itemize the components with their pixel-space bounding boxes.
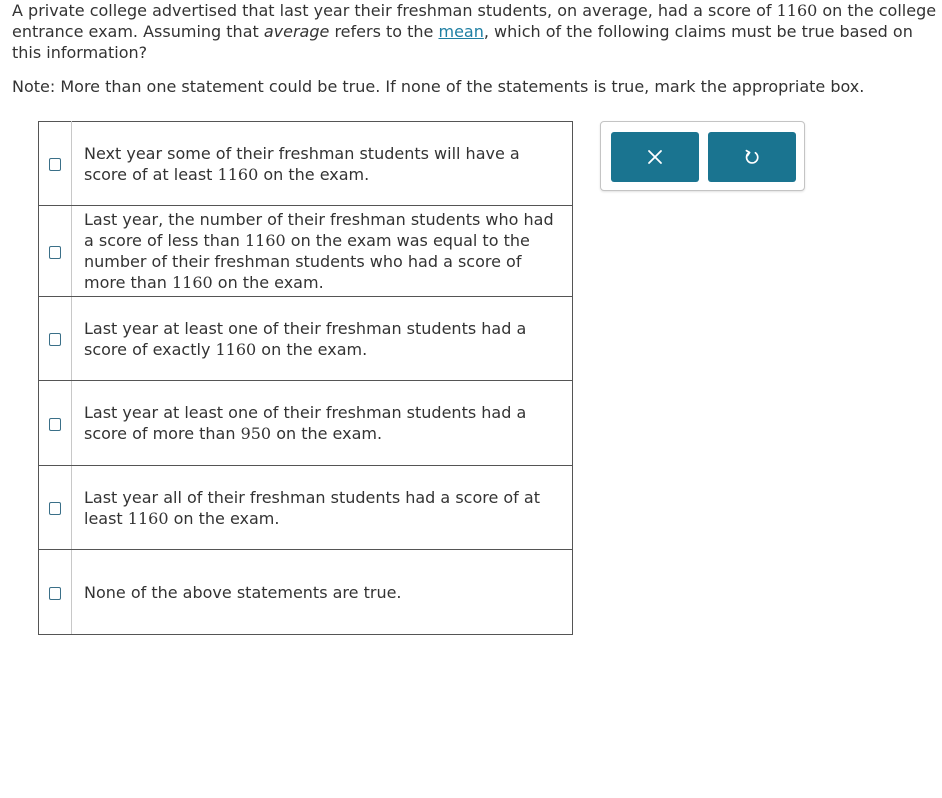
choice-checkbox[interactable] <box>49 587 61 600</box>
clear-button[interactable] <box>611 132 699 182</box>
choice-text: Last year at least one of their freshman students had a score of exactly <box>84 318 527 359</box>
choice-text: on the exam. <box>212 273 324 292</box>
answer-choices <box>38 121 573 635</box>
choice-text: Next year some of their freshman students will have a score of at least <box>84 143 520 184</box>
choice-checkbox[interactable] <box>49 502 61 515</box>
close-icon <box>646 148 664 166</box>
choice-checkbox[interactable] <box>49 246 61 259</box>
choice-number: 950 <box>240 424 272 443</box>
choice-label <box>72 206 573 297</box>
choice-text: on the exam. <box>271 424 383 443</box>
undo-button[interactable] <box>708 132 796 182</box>
choice-number: 1160 <box>171 273 213 292</box>
choice-row[interactable] <box>39 466 573 550</box>
question-text: A private college advertised that last year their freshman students, on average, had a score of 1160 on the college entrance exam. Assuming that average refers to the mean, which of the following claims must be true based on this information? <box>12 1 937 62</box>
choice-label <box>72 550 573 635</box>
choice-text: on the exam. <box>256 339 368 359</box>
choice-text: None of the above statements are true. <box>84 582 402 602</box>
choice-number: 1160 <box>215 339 257 359</box>
choice-label <box>72 381 573 466</box>
choice-row[interactable] <box>39 550 573 635</box>
choice-text: Last year at least one of their freshman students had a score of more than <box>84 403 527 443</box>
choice-label <box>72 122 573 206</box>
choice-number: 1160 <box>127 508 169 528</box>
choice-row[interactable] <box>39 122 573 206</box>
choice-label <box>72 297 573 381</box>
mean-link[interactable]: mean <box>438 22 484 41</box>
choice-row[interactable] <box>39 381 573 466</box>
choice-text: Last year all of their freshman students had a score of at least <box>84 487 540 528</box>
choice-row[interactable] <box>39 206 573 297</box>
choice-text: on the exam was equal to the number of their freshman students who had a score of more than <box>84 231 530 292</box>
choice-text: Last year, the number of their freshman students who had a score of less than <box>84 210 554 250</box>
choice-number: 1160 <box>217 164 259 184</box>
answer-toolbar <box>600 121 805 191</box>
choice-number: 1160 <box>244 231 286 250</box>
undo-icon <box>743 148 761 166</box>
choice-checkbox[interactable] <box>49 333 61 346</box>
choice-checkbox[interactable] <box>49 158 61 171</box>
choice-checkbox[interactable] <box>49 418 61 431</box>
choice-text: on the exam. <box>258 164 370 184</box>
choice-label <box>72 466 573 550</box>
choice-row[interactable] <box>39 297 573 381</box>
choice-text: on the exam. <box>168 508 280 528</box>
note-text: Note: More than one statement could be true. If none of the statements is true, mark the appropriate box. <box>12 77 865 96</box>
